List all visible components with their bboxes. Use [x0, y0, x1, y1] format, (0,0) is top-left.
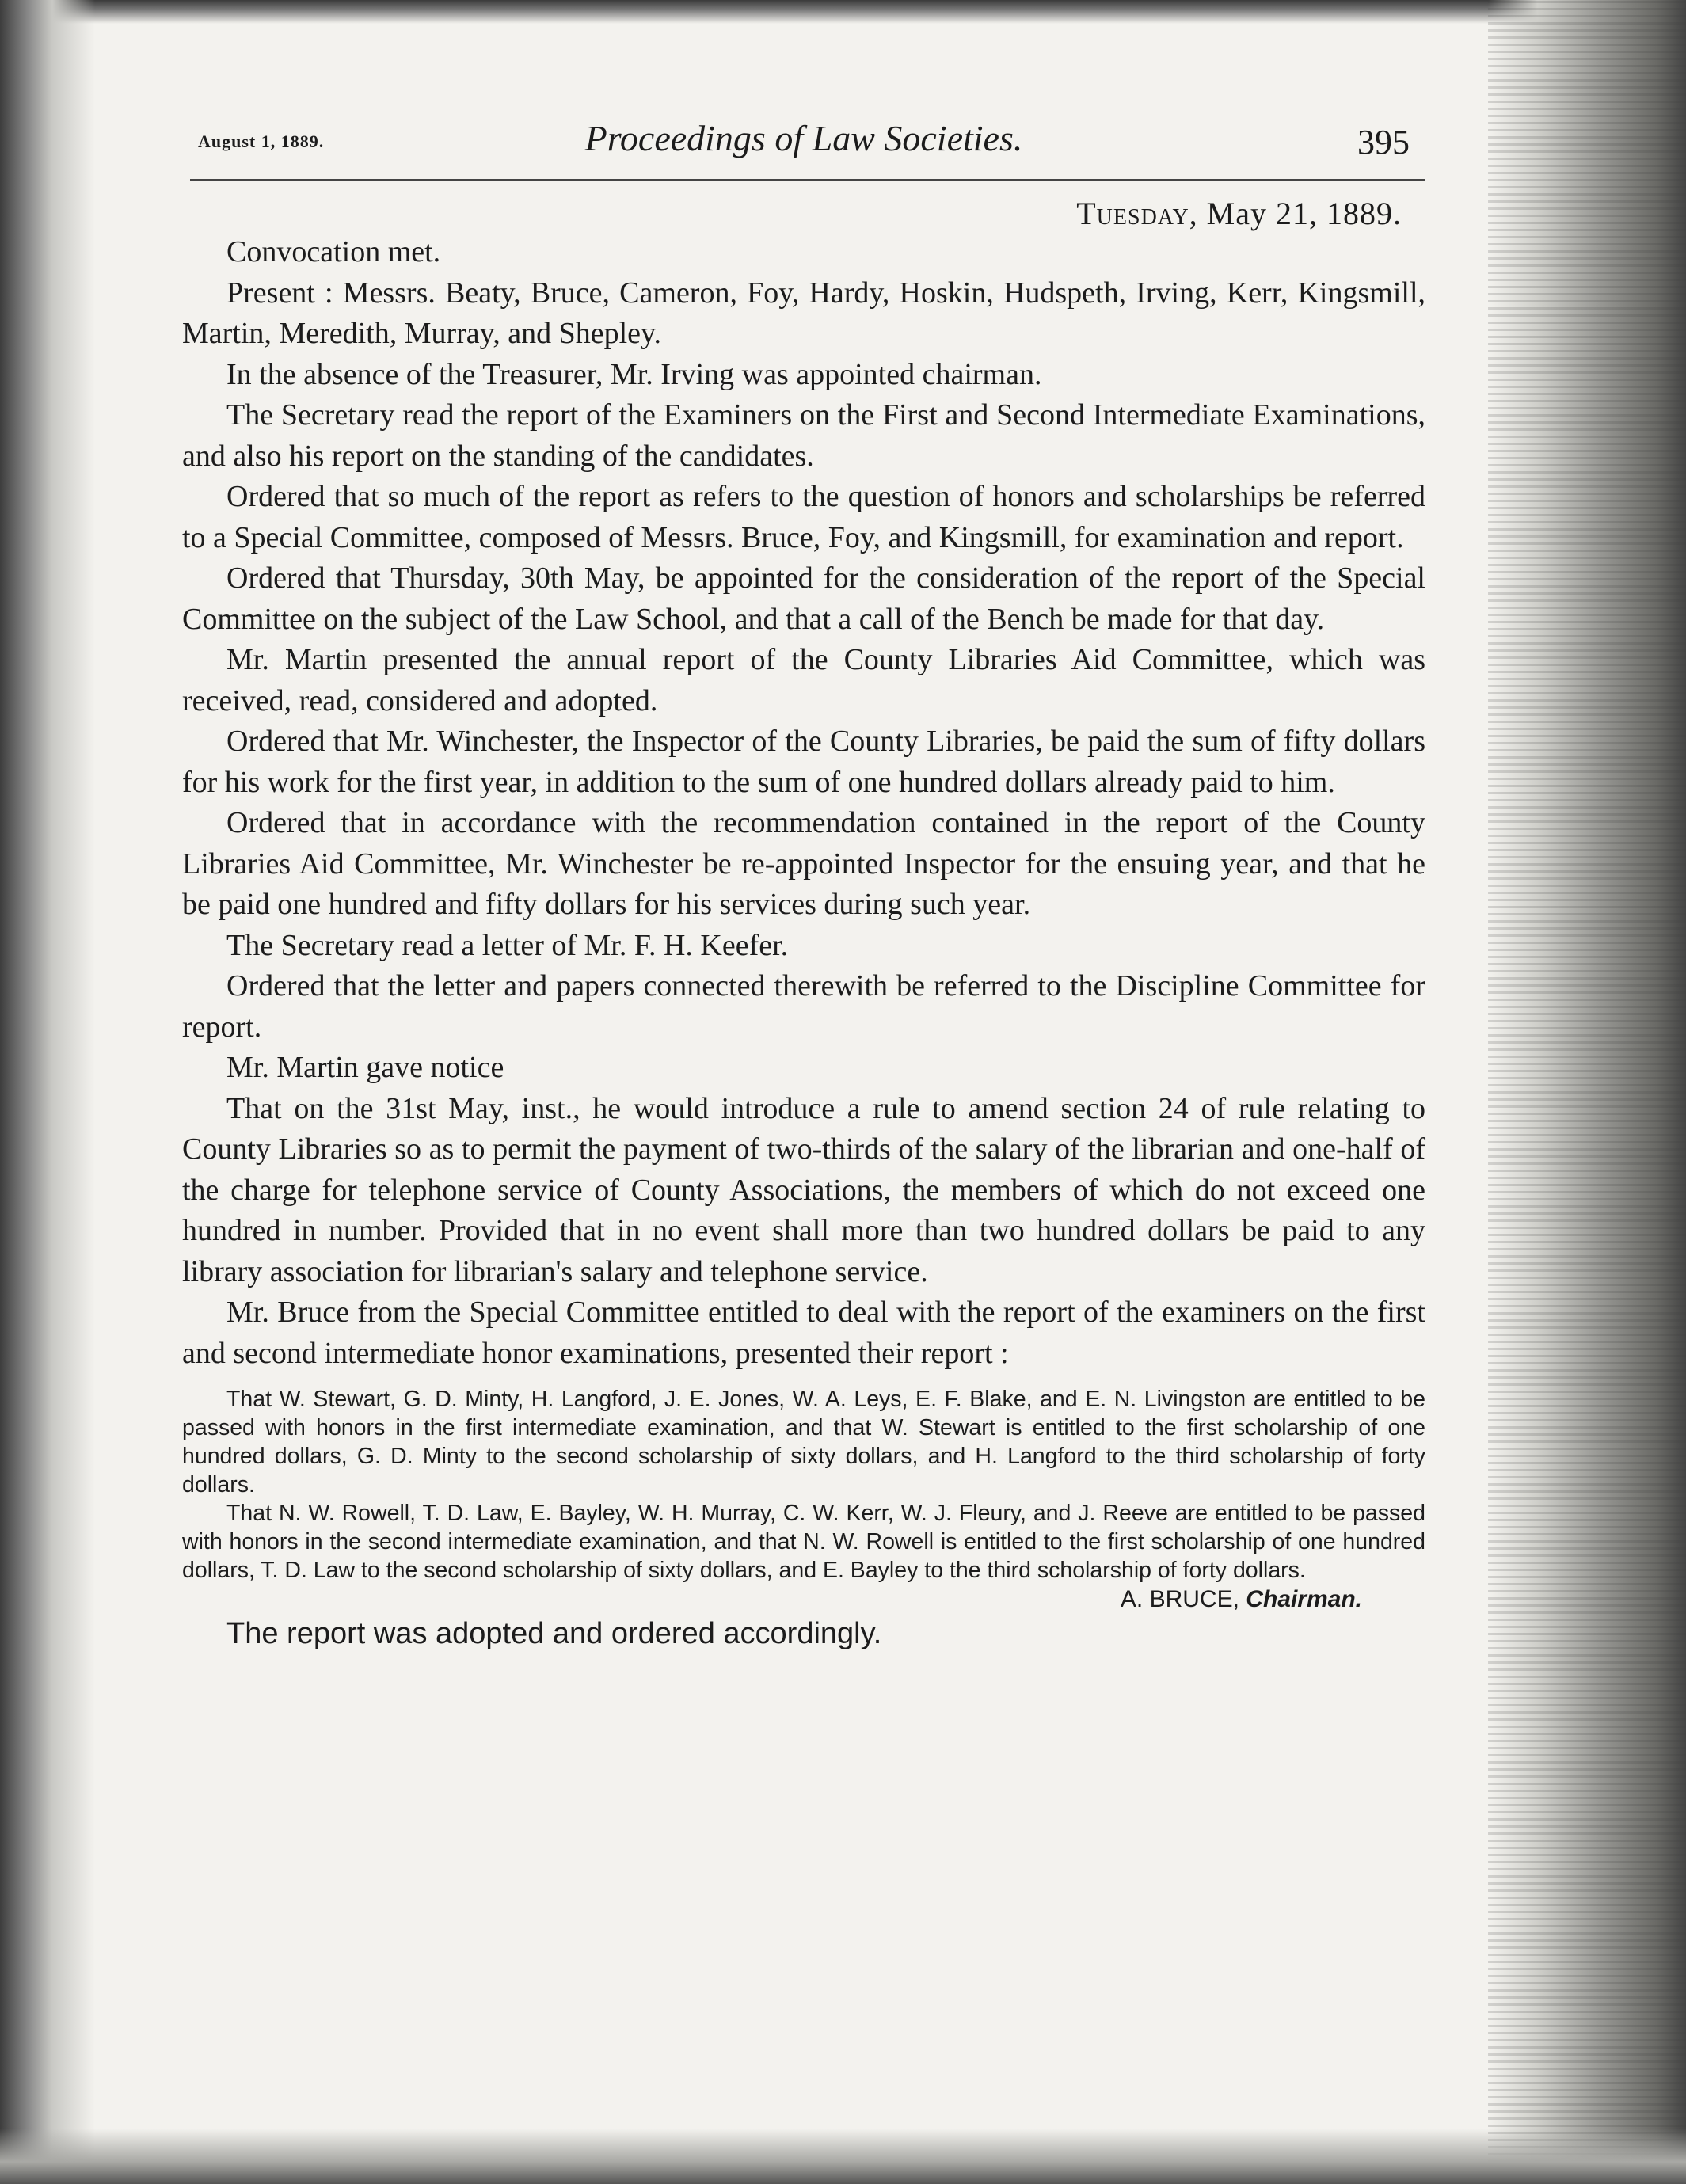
paragraph: Mr. Bruce from the Special Committee entitled to deal with the report of the examiners on the first and second intermediate honor examinations, presented their report :	[182, 1296, 1425, 1370]
paragraph: In the absence of the Treasurer, Mr. Irving was appointed chairman.	[226, 357, 1042, 391]
dateline-date: May 21, 1889.	[1206, 196, 1402, 231]
paragraph: Present : Messrs. Beaty, Bruce, Cameron, Foy, Hardy, Hoskin, Hudspeth, Irving, Kerr, Kingsmill, Martin, Meredith, Murray, and Shepley.	[182, 276, 1425, 350]
scan-right-edge	[1488, 0, 1686, 2184]
signatory-title: Chairman.	[1246, 1586, 1362, 1612]
closing-line: The report was adopted and ordered accordingly.	[226, 1617, 882, 1650]
paragraph: Mr. Martin gave notice	[226, 1051, 504, 1084]
paragraph: Ordered that Thursday, 30th May, be appointed for the consideration of the report of the Special Committee on the subject of the Law School, and that a call of the Bench be made for that day.	[182, 561, 1425, 636]
header-rule	[190, 179, 1425, 181]
meeting-dateline	[182, 195, 1402, 232]
paragraph: The Secretary read the report of the Examiners on the First and Second Intermediate Examinations, and also his report on the standing of the candidates.	[182, 398, 1425, 473]
signatory-name: A. BRUCE,	[1120, 1586, 1239, 1612]
paragraph: Ordered that the letter and papers connected therewith be referred to the Discipline Committee for report.	[182, 969, 1425, 1044]
paragraph: Mr. Martin presented the annual report of the County Libraries Aid Committee, which was received, read, considered and adopted.	[182, 643, 1425, 717]
dateline-day: Tuesday,	[1076, 196, 1198, 231]
paragraph: Ordered that so much of the report as refers to the question of honors and scholarships be referred to a Special Committee, composed of Messrs. Bruce, Foy, and Kingsmill, for examination and report.	[182, 480, 1425, 554]
paragraph: Convocation met.	[226, 235, 441, 268]
report-paragraph: That N. W. Rowell, T. D. Law, E. Bayley, W. H. Murray, C. W. Kerr, W. J. Fleury, and J. Reeve are entitled to be passed with honors in the second intermediate examination, and that N. W. Rowell is entitled to the first scholarship of one hundred dollars, T. D. Law to the second scholarship of sixty dollars, and E. Bayley to the third scholarship of forty dollars.	[182, 1501, 1425, 1583]
running-head	[182, 111, 1425, 174]
report-signature	[182, 1586, 1362, 1613]
journal-title: Proceedings of Law Societies.	[584, 118, 1023, 158]
scan-bottom-edge	[0, 2129, 1686, 2184]
document-page	[182, 111, 1425, 1654]
paragraph: Ordered that Mr. Winchester, the Inspector of the County Libraries, be paid the sum of fifty dollars for his work for the first year, in addition to the sum of one hundred dollars already paid to him.	[182, 725, 1425, 799]
scan-left-edge	[0, 0, 95, 2184]
report-paragraph: That W. Stewart, G. D. Minty, H. Langford, J. E. Jones, W. A. Leys, E. F. Blake, and E. N. Livingston are entitled to be passed with honors in the first intermediate examination, and that W. Stewart is entitled to the first scholarship of one hundred dollars, G. D. Minty to the second scholarship of sixty dollars, and H. Langford to the third scholarship of forty dollars.	[182, 1387, 1425, 1497]
page-number: 395	[1357, 123, 1410, 162]
paragraph: Ordered that in accordance with the recommendation contained in the report of the County Libraries Aid Committee, Mr. Winchester be re-appointed Inspector for the ensuing year, and that he be paid one hundred and fifty dollars for his services during such year.	[182, 806, 1425, 921]
issue-date: August 1, 1889.	[198, 131, 325, 151]
committee-report	[182, 1385, 1425, 1613]
paragraph: The Secretary read a letter of Mr. F. H. Keefer.	[226, 928, 789, 962]
paragraph: That on the 31st May, inst., he would introduce a rule to amend section 24 of rule relating to County Libraries so as to permit the payment of two-thirds of the salary of the librarian and one-half of the charge for telephone service of County Associations, the members of which do not exceed one hundred in number. Provided that in no event shall more than two hundred dollars be paid to any library association for librarian's salary and telephone service.	[182, 1091, 1425, 1288]
scan-top-edge	[0, 0, 1686, 24]
